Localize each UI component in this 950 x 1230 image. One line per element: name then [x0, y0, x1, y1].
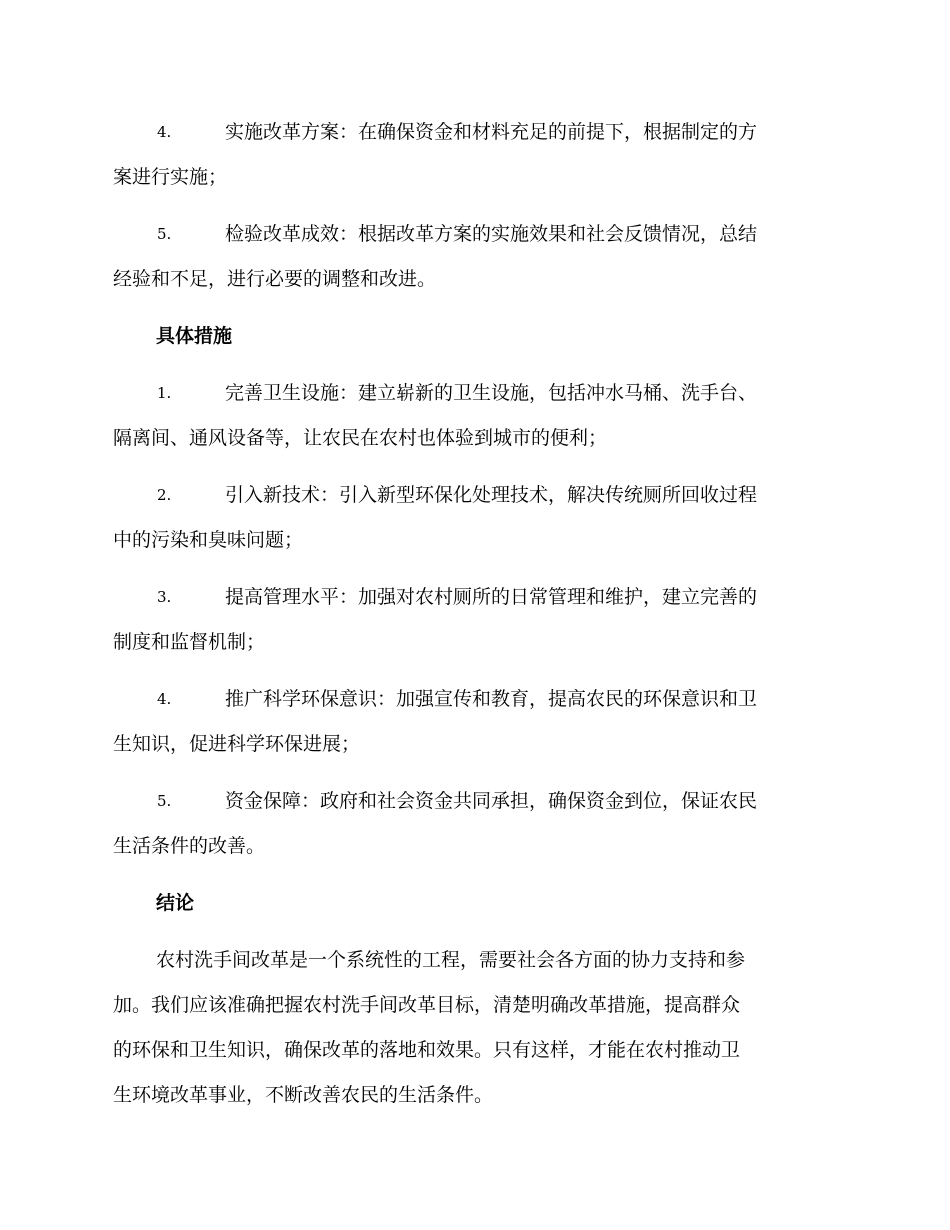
- list-number: 5.: [157, 792, 172, 810]
- list-item-measure-4: [113, 677, 833, 767]
- section-heading-conclusion: 结论: [156, 892, 195, 914]
- list-number: 2.: [157, 486, 172, 504]
- list-text-line: 案进行实施；: [113, 166, 228, 188]
- list-number: 3.: [157, 588, 172, 606]
- list-text-line: 引入新技术：引入新型环保化处理技术，解决传统厕所回收过程: [225, 484, 758, 506]
- list-number: 4.: [157, 690, 172, 708]
- list-item-step-4: [113, 110, 833, 200]
- list-item-measure-3: [113, 575, 833, 665]
- paragraph-line: 加。我们应该准确把握农村洗手间改革目标，清楚明确改革措施，提高群众: [113, 994, 741, 1016]
- list-item-measure-5: [113, 779, 833, 869]
- list-text-line: 实施改革方案：在确保资金和材料充足的前提下，根据制定的方: [225, 121, 758, 143]
- list-text-line: 中的污染和臭味问题；: [113, 529, 304, 551]
- list-text-line: 资金保障：政府和社会资金共同承担，确保资金到位，保证农民: [225, 790, 758, 812]
- section-heading-measures: 具体措施: [156, 325, 233, 347]
- conclusion-paragraph: [113, 938, 833, 1118]
- list-text-line: 提高管理水平：加强对农村厕所的日常管理和维护，建立完善的: [225, 586, 758, 608]
- list-text-line: 生活条件的改善。: [113, 835, 266, 857]
- paragraph-line: 的环保和卫生知识，确保改革的落地和效果。只有这样，才能在农村推动卫: [113, 1039, 741, 1061]
- list-text-line: 生知识，促进科学环保进展；: [113, 733, 361, 755]
- list-item-step-5: [113, 212, 833, 302]
- list-text-line: 检验改革成效：根据改革方案的实施效果和社会反馈情况，总结: [225, 223, 758, 245]
- paragraph-line: 农村洗手间改革是一个系统性的工程，需要社会各方面的协力支持和参: [156, 949, 746, 971]
- list-text-line: 隔离间、通风设备等，让农民在农村也体验到城市的便利；: [113, 427, 608, 449]
- list-text-line: 完善卫生设施：建立崭新的卫生设施，包括冲水马桶、洗手台、: [225, 382, 758, 404]
- list-number: 5.: [157, 225, 172, 243]
- list-text-line: 经验和不足，进行必要的调整和改进。: [113, 268, 437, 290]
- list-text-line: 制度和监督机制；: [113, 631, 266, 653]
- document-body: [113, 110, 833, 1118]
- list-item-measure-1: [113, 371, 833, 461]
- list-text-line: 推广科学环保意识：加强宣传和教育，提高农民的环保意识和卫: [225, 688, 758, 710]
- list-number: 1.: [157, 384, 172, 402]
- list-item-measure-2: [113, 473, 833, 563]
- list-number: 4.: [157, 123, 172, 141]
- paragraph-line: 生环境改革事业，不断改善农民的生活条件。: [113, 1084, 494, 1106]
